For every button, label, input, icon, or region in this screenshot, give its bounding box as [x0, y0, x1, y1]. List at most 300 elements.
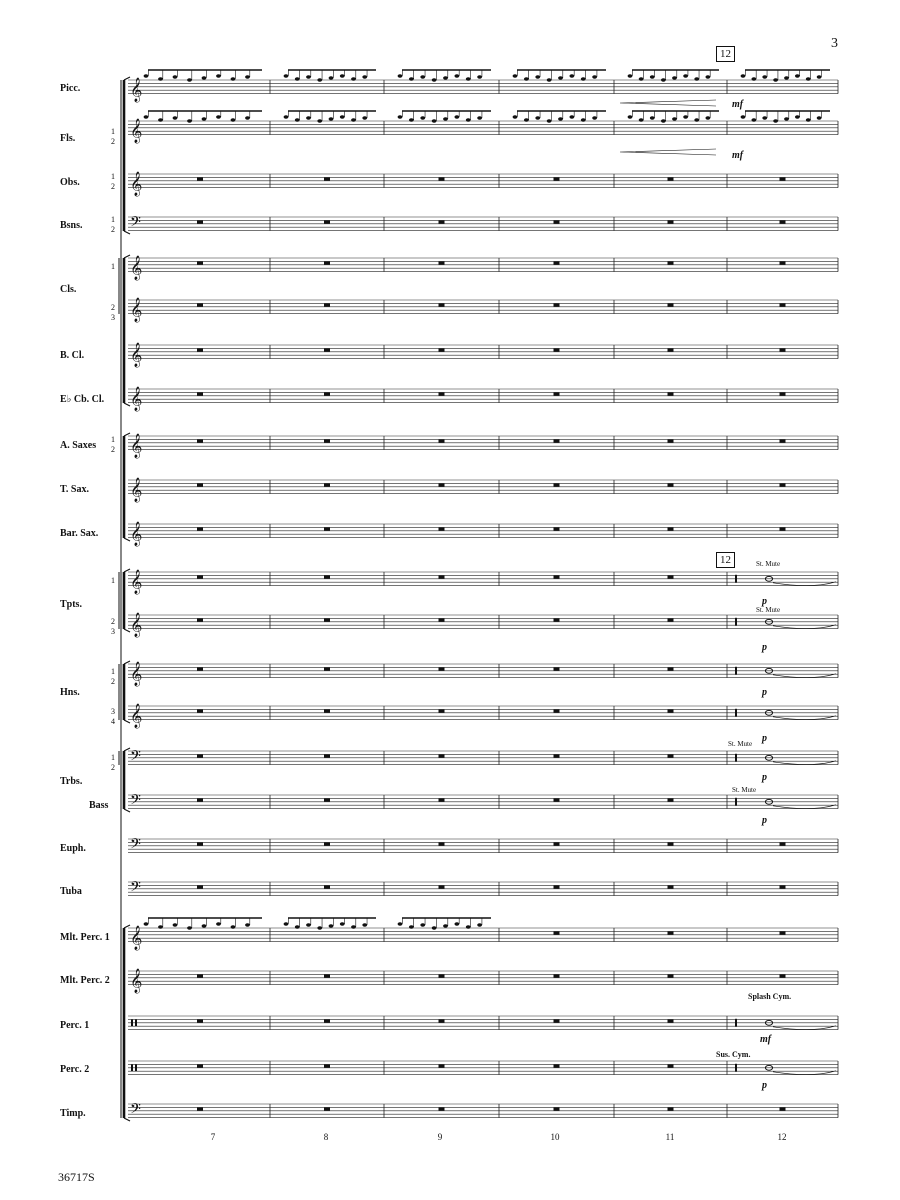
st-mute-tpt1: St. Mute	[756, 560, 781, 568]
whole-rest	[554, 798, 560, 801]
note-head	[362, 923, 367, 926]
whole-rest	[439, 261, 445, 264]
note-head	[158, 118, 163, 121]
note-head	[795, 74, 800, 77]
note-head	[581, 77, 586, 80]
note-head	[762, 116, 767, 119]
note-head	[454, 74, 459, 77]
note-head	[762, 75, 767, 78]
dynamic-perc2-p: p	[762, 1080, 767, 1091]
st-mute-trbbass: St. Mute	[732, 786, 757, 794]
note-head	[295, 118, 300, 121]
dynamic-hn12-p: p	[762, 687, 767, 698]
obs-divisi-2: 2	[111, 182, 115, 191]
whole-rest	[439, 1064, 445, 1067]
whole-rest	[780, 974, 786, 977]
note-head	[306, 116, 311, 119]
note-head	[443, 924, 448, 927]
note-head	[398, 115, 403, 118]
measure-number-11: 11	[665, 1132, 675, 1142]
rehearsal-mark-brass: 12	[716, 552, 735, 568]
whole-rest	[554, 931, 560, 934]
note-head	[466, 925, 471, 928]
whole-rest	[668, 439, 674, 442]
whole-rest	[324, 303, 330, 306]
label-hns: Hns.	[60, 687, 80, 698]
whole-rest	[197, 527, 203, 530]
quarter-rest	[735, 754, 737, 762]
whole-rest	[668, 392, 674, 395]
crescendo-hairpin	[620, 100, 716, 106]
whole-rest	[197, 348, 203, 351]
note-head	[158, 77, 163, 80]
whole-rest	[668, 618, 674, 621]
whole-rest	[197, 974, 203, 977]
note-head	[558, 76, 563, 79]
whole-rest	[554, 885, 560, 888]
note-head	[547, 78, 552, 81]
quarter-rest	[735, 667, 737, 675]
tpts-divisi-2: 2	[111, 617, 115, 626]
whole-rest	[439, 618, 445, 621]
whole-rest	[197, 798, 203, 801]
whole-rest	[668, 1107, 674, 1110]
clef-symbol: 𝄢	[130, 835, 141, 856]
dynamic-hn34-p: p	[762, 733, 767, 744]
whole-rest	[668, 1064, 674, 1067]
clef-symbol: 𝄞	[130, 433, 143, 458]
whole-rest	[439, 220, 445, 223]
note-head	[362, 116, 367, 119]
label-tuba: Tuba	[60, 886, 82, 897]
whole-rest	[439, 1107, 445, 1110]
note-head	[672, 76, 677, 79]
whole-rest	[554, 220, 560, 223]
note-head	[329, 76, 334, 79]
hns-divisi-2: 2	[111, 677, 115, 686]
whole-rest	[197, 220, 203, 223]
whole-rest	[668, 1019, 674, 1022]
whole-rest	[439, 709, 445, 712]
note-head	[672, 117, 677, 120]
clef-symbol: 𝄞	[130, 703, 143, 728]
whole-rest	[324, 483, 330, 486]
note-head	[317, 926, 322, 929]
hns-divisi-1: 1	[111, 667, 115, 676]
note-head	[284, 922, 289, 925]
note-head	[477, 75, 482, 78]
note-head	[661, 119, 666, 122]
whole-rest	[554, 754, 560, 757]
trbs-divisi-1: 1	[111, 753, 115, 762]
neutral-clef	[135, 1019, 137, 1026]
whole-rest	[668, 348, 674, 351]
note-head	[409, 925, 414, 928]
bsns-divisi-2: 2	[111, 225, 115, 234]
asaxes-divisi-1: 1	[111, 435, 115, 444]
note-head	[295, 77, 300, 80]
label-asaxes: A. Saxes	[60, 440, 97, 451]
whole-rest	[554, 842, 560, 845]
whole-rest	[668, 667, 674, 670]
label-tsax: T. Sax.	[60, 484, 89, 495]
clef-symbol: 𝄞	[130, 171, 143, 196]
whole-rest	[780, 483, 786, 486]
whole-rest	[197, 667, 203, 670]
whole-rest	[324, 798, 330, 801]
dynamic-picc-mf: mf	[732, 99, 744, 110]
note-head	[231, 925, 236, 928]
note-head	[466, 118, 471, 121]
whole-rest	[780, 842, 786, 845]
whole-rest	[668, 798, 674, 801]
note-head	[351, 118, 356, 121]
cls-divisi-3: 3	[111, 313, 115, 322]
st-mute-trb12: St. Mute	[728, 740, 753, 748]
note-head	[628, 74, 633, 77]
clef-symbol: 𝄞	[130, 661, 143, 686]
note-head	[628, 115, 633, 118]
note-head	[420, 923, 425, 926]
whole-rest	[324, 261, 330, 264]
whole-rest	[780, 1107, 786, 1110]
clef-symbol: 𝄢	[130, 213, 141, 234]
measure-number-8: 8	[323, 1132, 329, 1142]
note-head	[409, 77, 414, 80]
clef-symbol: 𝄞	[130, 297, 143, 322]
tpts-divisi-3: 3	[111, 627, 115, 636]
whole-rest	[197, 1019, 203, 1022]
whole-rest	[668, 177, 674, 180]
clef-symbol: 𝄞	[130, 569, 143, 594]
whole-rest	[668, 261, 674, 264]
note-head	[661, 78, 666, 81]
clef-symbol: 𝄞	[130, 386, 143, 411]
whole-rest	[668, 842, 674, 845]
label-fls: Fls.	[60, 133, 76, 144]
note-head	[340, 74, 345, 77]
label-mltperc2: Mlt. Perc. 2	[60, 975, 110, 986]
note-head	[420, 116, 425, 119]
note-head	[466, 77, 471, 80]
whole-rest	[439, 483, 445, 486]
tpts-divisi-1: 1	[111, 576, 115, 585]
whole-rest	[324, 974, 330, 977]
crescendo-hairpin	[620, 149, 716, 155]
whole-rest	[439, 974, 445, 977]
note-head	[187, 926, 192, 929]
note-head	[784, 76, 789, 79]
note-head	[329, 924, 334, 927]
clef-symbol: 𝄞	[130, 477, 143, 502]
label-cls: Cls.	[60, 284, 77, 295]
note-head	[284, 74, 289, 77]
whole-rest	[439, 348, 445, 351]
quarter-rest	[735, 575, 737, 583]
note-head	[569, 115, 574, 118]
note-head	[351, 925, 356, 928]
whole-rest	[668, 527, 674, 530]
whole-rest	[324, 575, 330, 578]
whole-rest	[324, 220, 330, 223]
note-head	[806, 77, 811, 80]
whole-rest	[668, 303, 674, 306]
neutral-clef	[131, 1019, 133, 1026]
note-head	[231, 77, 236, 80]
whole-rest	[554, 1107, 560, 1110]
note-head	[454, 922, 459, 925]
label-bcl: B. Cl.	[60, 350, 85, 361]
whole-rest	[439, 885, 445, 888]
quarter-rest	[735, 709, 737, 717]
whole-rest	[197, 177, 203, 180]
note-head	[751, 77, 756, 80]
note-head	[432, 78, 437, 81]
whole-rest	[197, 754, 203, 757]
whole-rest	[780, 177, 786, 180]
note-head	[398, 74, 403, 77]
note-head	[295, 925, 300, 928]
whole-rest	[554, 1019, 560, 1022]
note-head	[443, 76, 448, 79]
note-head	[409, 118, 414, 121]
note-head	[773, 119, 778, 122]
whole-rest	[554, 1064, 560, 1067]
whole-rest	[324, 754, 330, 757]
clef-symbol: 𝄞	[130, 255, 143, 280]
whole-rest	[668, 575, 674, 578]
whole-rest	[439, 575, 445, 578]
note-head	[513, 74, 518, 77]
clef-symbol: 𝄞	[130, 925, 143, 950]
hns-divisi-4: 4	[111, 717, 115, 726]
whole-rest	[324, 348, 330, 351]
measure-number-9: 9	[437, 1132, 443, 1142]
dynamic-perc1-mf: mf	[760, 1034, 772, 1045]
note-head	[351, 77, 356, 80]
note-head	[581, 118, 586, 121]
measure-number-7: 7	[210, 1132, 216, 1142]
dynamic-tpt1-p: p	[762, 596, 767, 607]
whole-rest	[668, 483, 674, 486]
note-head	[705, 116, 710, 119]
cls-divisi-2: 2	[111, 303, 115, 312]
whole-rest	[197, 1107, 203, 1110]
note-head	[535, 75, 540, 78]
whole-rest	[324, 842, 330, 845]
whole-rest	[197, 303, 203, 306]
clef-symbol: 𝄞	[130, 77, 143, 102]
note-head	[569, 74, 574, 77]
whole-rest	[439, 177, 445, 180]
note-head	[705, 75, 710, 78]
whole-rest	[780, 220, 786, 223]
whole-rest	[780, 931, 786, 934]
dynamic-trbbass-p: p	[762, 815, 767, 826]
whole-rest	[780, 439, 786, 442]
note-head	[683, 115, 688, 118]
hns-divisi-3: 3	[111, 707, 115, 716]
whole-rest	[439, 842, 445, 845]
note-head	[806, 118, 811, 121]
note-head	[173, 923, 178, 926]
note-head	[144, 922, 149, 925]
splash-cym-label: Splash Cym.	[748, 992, 792, 1001]
note-head	[694, 77, 699, 80]
note-head	[420, 75, 425, 78]
note-head	[158, 925, 163, 928]
whole-rest	[554, 527, 560, 530]
whole-rest	[324, 618, 330, 621]
note-head	[340, 922, 345, 925]
clef-symbol: 𝄞	[130, 968, 143, 993]
note-head	[245, 116, 250, 119]
note-head	[284, 115, 289, 118]
label-euph: Euph.	[60, 843, 86, 854]
note-head	[773, 78, 778, 81]
whole-rest	[324, 1064, 330, 1067]
note-head	[231, 118, 236, 121]
label-trbs: Trbs.	[60, 776, 83, 787]
whole-rest	[554, 483, 560, 486]
whole-rest	[324, 667, 330, 670]
clef-symbol: 𝄞	[130, 612, 143, 637]
note-head	[398, 922, 403, 925]
note-head	[202, 924, 207, 927]
whole-rest	[780, 261, 786, 264]
whole-rest	[668, 220, 674, 223]
note-head	[202, 76, 207, 79]
quarter-rest	[735, 798, 737, 806]
whole-rest	[668, 885, 674, 888]
whole-rest	[439, 392, 445, 395]
note-head	[477, 923, 482, 926]
note-head	[751, 118, 756, 121]
whole-rest	[197, 885, 203, 888]
page-number: 3	[831, 36, 838, 51]
note-head	[817, 116, 822, 119]
whole-rest	[554, 303, 560, 306]
note-head	[795, 115, 800, 118]
rehearsal-mark-top: 12	[716, 46, 735, 62]
whole-rest	[324, 885, 330, 888]
note-head	[362, 75, 367, 78]
note-head	[477, 116, 482, 119]
whole-rest	[554, 392, 560, 395]
note-head	[306, 923, 311, 926]
note-head	[173, 116, 178, 119]
whole-rest	[668, 754, 674, 757]
whole-rest	[197, 618, 203, 621]
note-head	[592, 75, 597, 78]
neutral-clef	[131, 1064, 133, 1071]
clef-symbol: 𝄢	[130, 791, 141, 812]
whole-rest	[554, 348, 560, 351]
note-head	[639, 118, 644, 121]
whole-rest	[324, 709, 330, 712]
note-head	[513, 115, 518, 118]
whole-rest	[554, 439, 560, 442]
whole-rest	[780, 303, 786, 306]
whole-rest	[780, 527, 786, 530]
dynamic-tpt23-p: p	[762, 642, 767, 653]
note-head	[817, 75, 822, 78]
note-head	[245, 75, 250, 78]
note-head	[524, 77, 529, 80]
whole-rest	[554, 575, 560, 578]
label-perc2: Perc. 2	[60, 1064, 90, 1075]
note-head	[592, 116, 597, 119]
whole-rest	[780, 885, 786, 888]
clef-symbol: 𝄢	[130, 747, 141, 768]
cls-divisi-1: 1	[111, 262, 115, 271]
whole-rest	[668, 931, 674, 934]
label-perc1: Perc. 1	[60, 1020, 90, 1031]
label-timp: Timp.	[60, 1108, 86, 1119]
neutral-clef	[135, 1064, 137, 1071]
bsns-divisi-1: 1	[111, 215, 115, 224]
whole-rest	[554, 618, 560, 621]
whole-rest	[324, 1107, 330, 1110]
clef-symbol: 𝄞	[130, 118, 143, 143]
note-head	[454, 115, 459, 118]
whole-rest	[324, 527, 330, 530]
note-head	[741, 74, 746, 77]
whole-rest	[439, 303, 445, 306]
note-head	[639, 77, 644, 80]
label-bsns: Bsns.	[60, 220, 83, 231]
st-mute-tpt23: St. Mute	[756, 606, 781, 614]
clef-symbol: 𝄢	[130, 878, 141, 899]
note-head	[329, 117, 334, 120]
label-obs: Obs.	[60, 177, 80, 188]
whole-rest	[197, 483, 203, 486]
note-head	[650, 116, 655, 119]
note-head	[694, 118, 699, 121]
label-trbs-bass: Bass	[89, 800, 109, 811]
whole-rest	[554, 667, 560, 670]
note-head	[187, 119, 192, 122]
whole-rest	[439, 667, 445, 670]
label-picc: Picc.	[60, 83, 81, 94]
whole-rest	[197, 1064, 203, 1067]
whole-rest	[324, 439, 330, 442]
note-head	[144, 74, 149, 77]
clef-symbol: 𝄞	[130, 342, 143, 367]
fls-divisi-1: 1	[111, 127, 115, 136]
note-head	[187, 78, 192, 81]
whole-rest	[439, 1019, 445, 1022]
note-head	[216, 74, 221, 77]
measure-number-10: 10	[550, 1132, 560, 1142]
quarter-rest	[735, 1064, 737, 1072]
fls-divisi-2: 2	[111, 137, 115, 146]
whole-rest	[780, 392, 786, 395]
quarter-rest	[735, 1019, 737, 1027]
dynamic-trb12-p: p	[762, 772, 767, 783]
clef-symbol: 𝄢	[130, 1100, 141, 1121]
note-head	[547, 119, 552, 122]
whole-rest	[197, 439, 203, 442]
measure-number-12: 12	[777, 1132, 787, 1142]
note-head	[216, 115, 221, 118]
note-head	[535, 116, 540, 119]
whole-rest	[439, 527, 445, 530]
whole-rest	[197, 261, 203, 264]
whole-rest	[554, 709, 560, 712]
note-head	[741, 115, 746, 118]
note-head	[683, 74, 688, 77]
